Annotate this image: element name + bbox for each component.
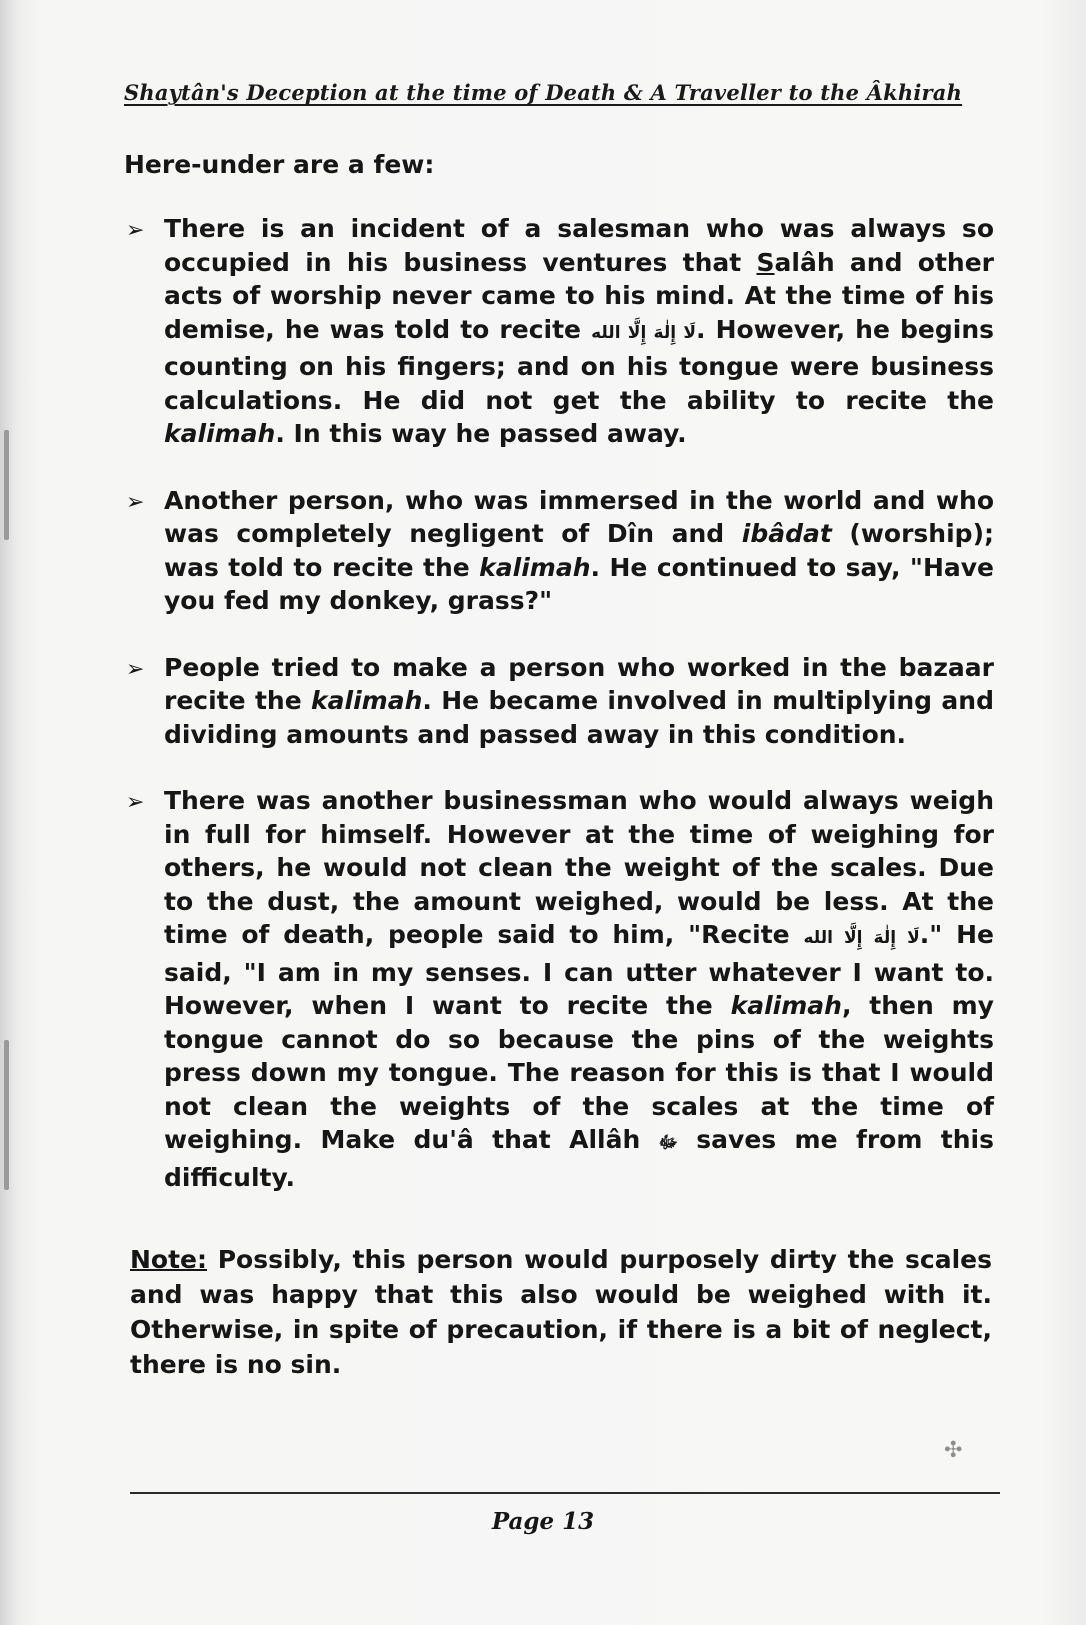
- bullet-text: kalimah: [479, 552, 591, 582]
- running-title: Shaytân's Deception at the time of Death & A Traveller to the Âkhirah: [124, 80, 963, 105]
- note-text: Possibly, this person would purposely dirty the scales and was happy that this also would be weighed with it. Otherwise, in spite of precaution, if there is a bit of neglect, there is no sin.: [130, 1245, 992, 1379]
- footer-rule: [130, 1492, 1000, 1494]
- bullet-item: [124, 784, 994, 1194]
- page-spine: [0, 0, 18, 1625]
- bullet-text: kalimah: [311, 686, 423, 715]
- arrow-bullet-icon: ➢: [126, 790, 145, 815]
- bullet-text: . In this way he passed away.: [275, 419, 687, 448]
- bullet-text: ibâdat: [741, 519, 832, 548]
- bullet-text: (worship); was told to recite the: [164, 519, 994, 582]
- bullet-text: . He continued to say, "Have you fed my donkey, grass?": [164, 552, 994, 615]
- bullet-item: [124, 484, 994, 618]
- bullet-text: saves me from this difficulty.: [164, 1125, 994, 1192]
- page-number: Page 13: [491, 1508, 595, 1535]
- honorific-glyph: ﷻ: [658, 1133, 678, 1153]
- bullet-item: [124, 651, 994, 752]
- note-label: Note:: [130, 1245, 208, 1274]
- staple-mark: [4, 430, 9, 540]
- bullet-text: People tried to make a person who worked in the bazaar recite the: [164, 652, 994, 715]
- bullet-text: . However, he begins counting on his fingers; and on his tongue were business calculations. He did not get the ability to recite the: [164, 314, 994, 415]
- bullet-item: [124, 212, 994, 451]
- bullet-text: ." He said, "I am in my senses. I can utter whatever I want to. However, when I want to recite the: [164, 920, 994, 1020]
- note-paragraph: [130, 1242, 992, 1382]
- bullet-text: Another person, who was immersed in the world and who was completely negligent of Dîn and: [164, 485, 994, 548]
- bullet-text: S: [756, 247, 775, 277]
- intro-text: Here-under are a few:: [124, 150, 435, 179]
- bullet-text: There is an incident of a salesman who was always so occupied in his business ventures that: [164, 214, 994, 277]
- bullet-text: kalimah: [164, 419, 276, 448]
- arrow-bullet-icon: ➢: [126, 218, 145, 243]
- bullet-text: alâh and other acts of worship never came to his mind. At the time of his demise, he was told to recite: [164, 247, 994, 344]
- bullet-list: [124, 212, 994, 1227]
- staple-mark: [4, 1040, 9, 1190]
- arabic-kalimah: لَا إِلٰهَ إِلَّا الله: [591, 322, 697, 343]
- bullet-text: There was another businessman who would always weigh in full for himself. However at the time of weighing for others, he would not clean the weight of the scales. Due to the dust, the amount weighed, would be less. At the time of death, people said to him, "Recite: [164, 786, 994, 949]
- ornament-mark-icon: ✣: [944, 1438, 963, 1463]
- arabic-kalimah: لَا إِلٰهَ إِلَّا الله: [803, 928, 920, 948]
- bullet-text: . He became involved in multiplying and dividing amounts and passed away in this condition.: [164, 686, 994, 749]
- bullet-text: , then my tongue cannot do so because the pins of the weights press down my tongue. The reason for this is that I would not clean the weights of the scales at the time of weighing. Make du'â that Allâh: [164, 991, 994, 1154]
- bullet-text: kalimah: [730, 991, 842, 1020]
- arrow-bullet-icon: ➢: [126, 489, 145, 515]
- arrow-bullet-icon: ➢: [126, 656, 145, 682]
